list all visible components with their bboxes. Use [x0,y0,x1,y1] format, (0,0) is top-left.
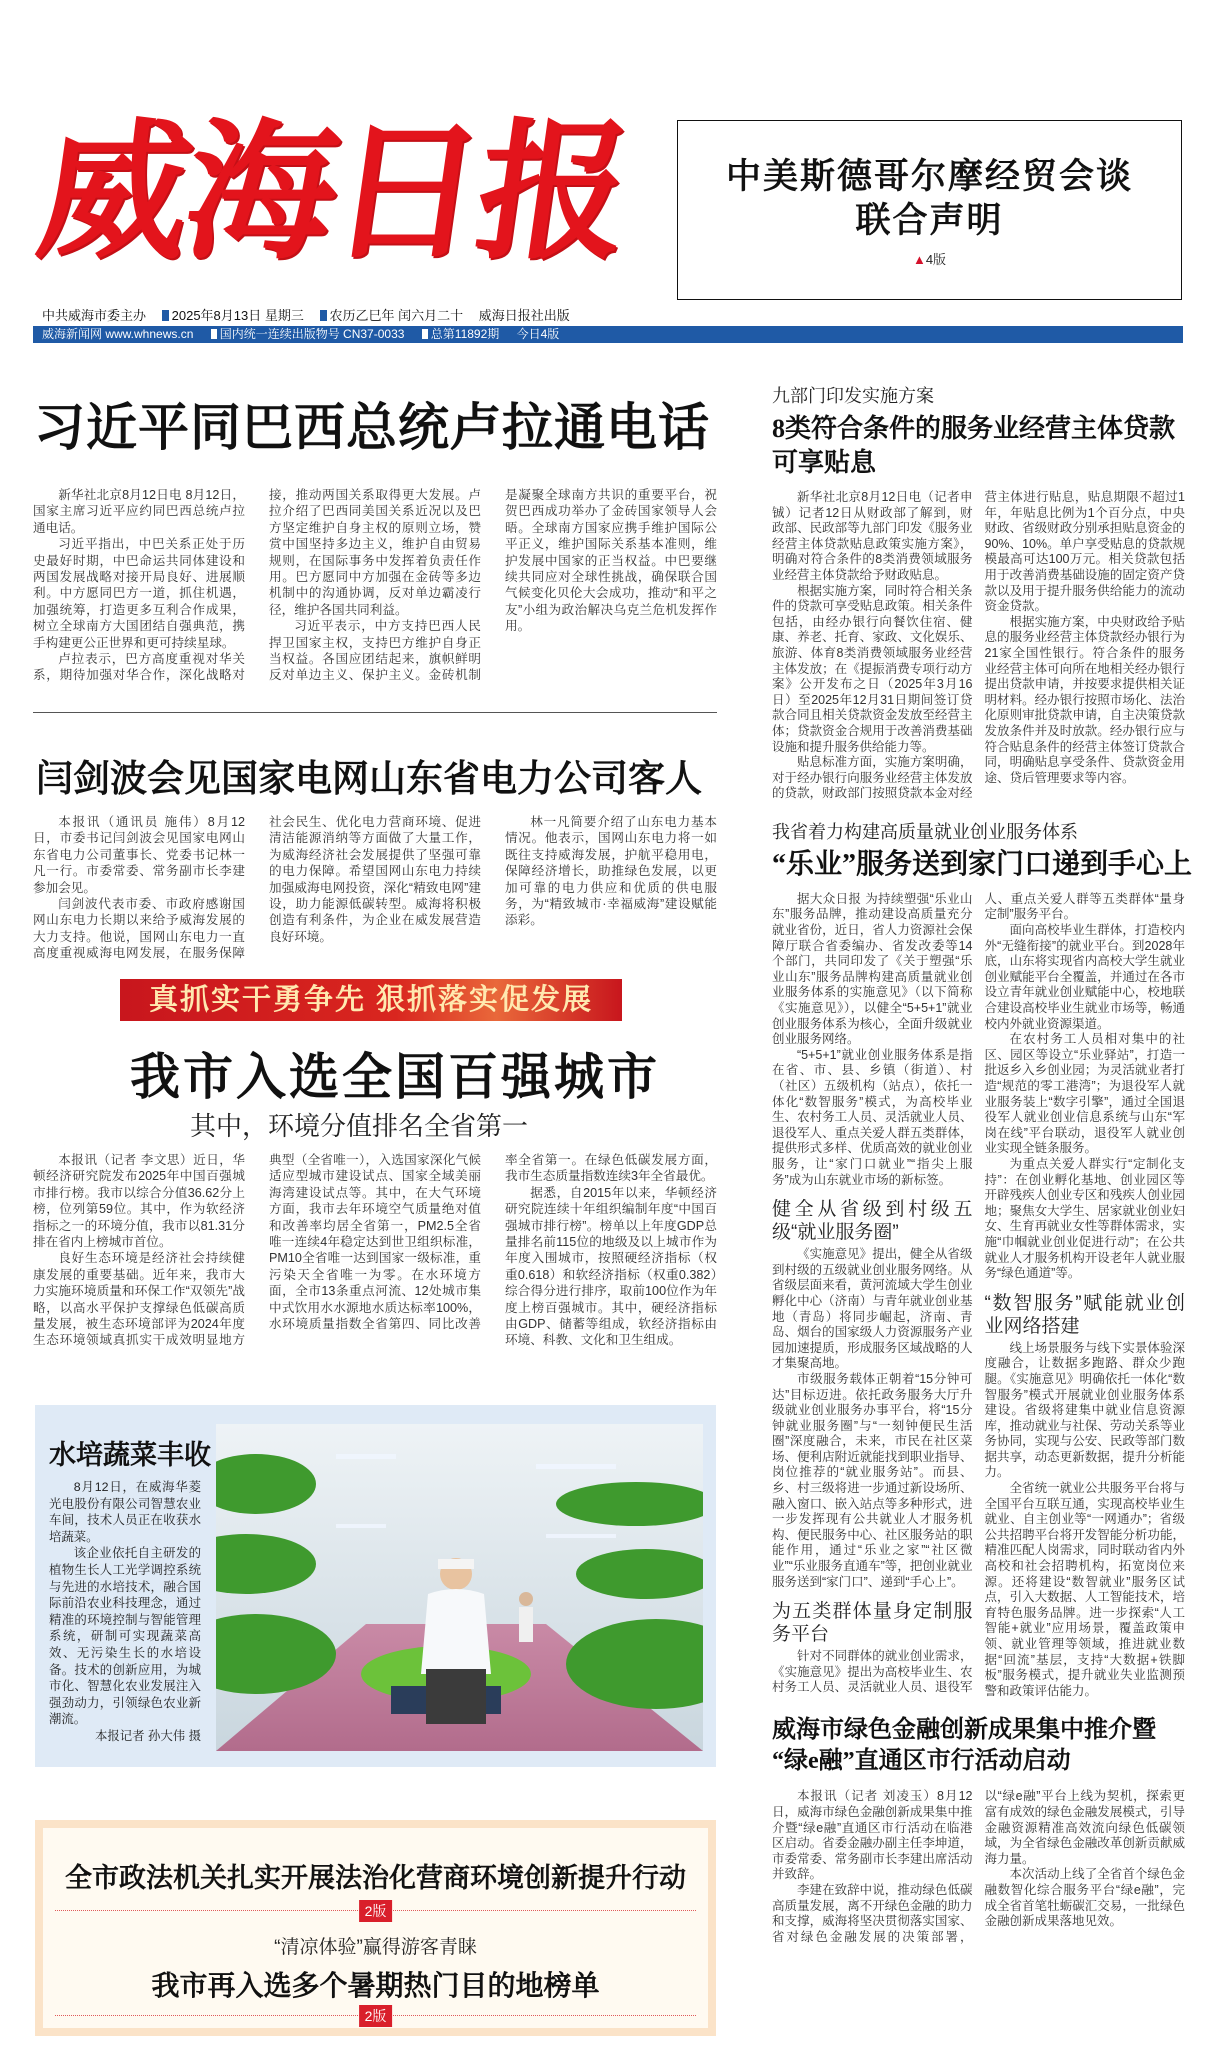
paragraph: 本报讯（通讯员 施伟）8月12日，市委书记闫剑波会见国家电网山东省电力公司董事长、党委书记林一凡一行。市委常委、常务副市长李建参加会见。 [33,815,245,895]
article-headline[interactable]: 闫剑波会见国家电网山东省电力公司客人 [36,759,702,800]
article-subtitle: 其中，环境分值排名全省第一 [190,1111,529,1141]
article-body [772,892,1185,1700]
paragraph: 在农村务工人员相对集中的社区、园区等设立“乐业驿站”，打造一批返乡入乡创业园；为灵活就业者打造“规范的零工港湾”；为退役军人就业服务装上“数字引擎”，通过全国退役军人就业创业信息系统与山东“军岗在线”平台联动，退役军人就业创业实现全链条服务。 [984,1032,1185,1156]
newspaper-logo: 威海日报 [28,104,638,280]
article-body [33,814,717,962]
photo-caption [49,1479,201,1745]
paragraph: “5+5+1”就业创业服务体系是指在省、市、县、乡镇（街道）、村（社区）五级机构（站点），依托一体化“数智服务”模式，为高校毕业生、农村务工人员、灵活就业人员、退役军人、重点关爱人群五类群体，提供形式多样、优质高效的就业创业服务，让“家门口就业”“指尖上服务”成为山东就业市场的新标签。 [772,1047,973,1187]
paragraph: 根据实施方案，中央财政给予贴息的服务业经营主体贷款经办银行为21家全国性银行。符合条件的服务业经营主体可向所在地相关经办银行提出贷款申请，并按要求提供相关证明材料。经办银行按照市场化、法治化原则审批贷款申请，自主决策贷款发放条件并及时放款。经办银行应与符合贴息条件的经营主体签订贷款合同，明确贴息享受条件、贷款资金用途、贷后管理要求等内容。 [984,614,1185,785]
article-body [33,1152,717,1349]
lunar-date: 农历乙巳年 闰六月二十 [329,308,464,323]
promo-kicker: “清凉体验”赢得游客青睐 [274,1937,477,1958]
paragraph: 面向高校毕业生群体，打造校内外“无缝衔接”的就业平台。到2028年底，山东将实现省内高校大学生就业创业赋能平台全覆盖，并通过在各市设立青年就业创业赋能中心，校地联合建设高校毕业生就业市场等，畅通校内外就业资源渠道。 [984,923,1185,1031]
paragraph: 为重点关爱人群实行“定制化支持”：在创业孵化基地、创业园区等开辟残疾人创业专区和残疾人创业园地；聚焦女大学生、居家就业创业妇女、生育再就业女性等群体需求，实施“巾帼就业创业促进行动”；在公共就业人才服务机构开设老年人就业服务“绿色通道”等。 [984,1156,1185,1281]
issue-info-line [42,305,582,324]
article-kicker: 九部门印发实施方案 [772,386,934,406]
paragraph: 李建在致辞中说，推动绿色低碳高质量发展，离不开绿色金融的助力和支撑，威海将坚决贯彻落实国家、省对绿色金融发展的决策部署，以“绿e融”平台上线为契机，探索更富有成效的绿色金融发展模式，引导金融资源精准高效流向绿色低碳领域，为全省绿色金融改革创新贡献威海力量。 [772,1789,1185,1944]
issue-date: 2025年8月13日 星期三 [171,308,304,323]
section-heading: “数智服务”赋能就业创业网络搭建 [984,1292,1185,1337]
paragraph: 良好生态环境是经济社会持续健康发展的重要基础。近年来，我市大力实施环境质量和环保工作“双领先”战略，以高水平保护支撑绿色低碳高质量发展，被生态环境部评为2024年度生态环境领域真抓实干成效明显地方典型（全省唯一），入选国家深化气候适应型城市建设试点、国家全域美丽海湾建设试点等。其中，在大气环境方面，我市去年环境空气质量绝对值和改善率均居全省第一，PM2.5全省唯一连续4年稳定达到世卫组织标准，PM10全省唯一达到国家一级标准，重污染天全省唯一为零。在水环境方面，全市13条重点河流、12处城市集中式饮用水水源地水质达标率100%，水环境质量指数全省第四、同比改善率全省第一。在绿色低碳发展方面，我市生态质量指数连续3年全省最优。 [33,1153,717,1348]
publication-bar [33,326,1183,343]
campaign-banner: 真抓实干勇争先 狠抓落实促发展 [120,979,622,1021]
page-reference[interactable]: 2版 [359,1900,393,1922]
paragraph: 习近平指出，中巴关系正处于历史最好时期，中巴命运共同体建设和两国发展战略对接开局良好、进展顺利。中方愿同巴方一道，抓住机遇，加强统筹，打造更多互利合作成果，树立全球南方大国团结自强典范，携手构建更公正世界和更可持续星球。 [33,537,245,650]
headline-line: 联合声明 [855,201,1004,240]
paragraph: 新华社北京8月12日电（记者申铖）记者12日从财政部了解到，财政部、民政部等九部门印发《服务业经营主体贷款贴息政策实施方案》，明确对符合条件的8类消费领域服务业经营主体贷款给予财政贴息。 [772,490,973,582]
photo-illustration [216,1424,703,1751]
page-reference [678,249,1181,268]
paragraph: 贴息标准方面，实施方案明确，对于经办银行向服务业经营主体发放的贷款，财政部门按照贷款本金对经营主体进行贴息，贴息期限不超过1年，年贴息比例为1个百分点，中央财政、省级财政分别承担贴息资金的90%、10%。单户享受贴息的贷款规模最高可达100万元。相关贷款包括用于改善消费基础设施的固定资产贷款以及用于提升服务供给能力的流动资金贷款。 [772,490,1185,801]
lead-story-box[interactable] [677,120,1182,300]
page-count: 今日4版 [516,327,560,341]
paragraph: 据大众日报 为持续塑强“乐业山东”服务品牌，推动建设高质量充分就业省份，近日，省人力资源社会保障厅联合省委编办、省发改委等14个部门，共同印发了《关于塑强“乐业山东”服务品牌构建高质量就业创业服务体系的实施意见》（以下简称《实施意见》），以健全“5+5+1”就业创业服务体系为核心，全面升级就业创业服务网络。 [772,891,973,1047]
article-kicker: 我省着力构建高质量就业创业服务体系 [772,821,1078,842]
page-number: 4版 [925,252,947,267]
paragraph: 闫剑波代表市委、市政府感谢国网山东电力长期以来给予威海发展的大力支持。他说，国网山东电力一直高度重视威海电网发展，在服务保障社会民生、优化电力营商环境、促进清洁能源消纳等方面做了大量工作，为威海经济社会发展提供了坚强可靠的电力保障。希望国网山东电力持续加强威海电网投资，深化“精致电网”建设，助力能源低碳转型。威海将积极创造有利条件，为企业在威发展营造良好环境。 [33,815,481,961]
section-heading: 为五类群体量身定制服务平台 [772,1601,973,1646]
paragraph: 市级服务载体正朝着“15分钟可达”目标迈进。依托政务服务大厅升级就业创业服务办事平台，将“15分钟就业服务圈”与“一刻钟便民生活圈”深度融合，未来，市民在社区菜场、便利店附近就能找到职业指导、岗位推荐的“就业服务站”。而县、乡、村三级将进一步通过新设场所、融入窗口、嵌入站点等多种形式，进一步发挥现有公共就业人才服务机构、便民服务中心、社区服务站的职能作用，通过“乐业之家”“社区微业”“乐业服务直通车”等，把创业就业服务送到“家门口”、递到“手心上”。 [772,1371,973,1589]
serial-number: 国内统一连续出版物号 CN37-0033 [219,327,405,341]
paragraph: 本报讯（记者 李文思）近日，华顿经济研究院发布2025年中国百强城市排行榜。我市以综合分值36.62分上榜，位列第59位。其中，作为软经济指标之一的环境分值，我市以81.31分排在省内上榜城市首位。 [33,1153,245,1250]
paragraph: 卢拉表示，巴方高度重视对华关系，期待加强对华合作，深化战略对接，推动两国关系取得更大发展。卢拉介绍了巴西同美国关系近况以及巴方坚定维护自身主权的原则立场，赞赏中国坚持多边主义，维护自由贸易规则，在国际事务中发挥着负责任作用。巴方愿同中方加强在金砖等多边机制中的沟通协调，反对单边霸凌行径，维护各国共同利益。 [33,488,481,683]
paragraph: 习近平表示，中方支持巴西人民捍卫国家主权，支持巴方维护自身正当权益。各国应团结起来，旗帜鲜明反对单边主义、保护主义。金砖机制是凝聚全球南方共识的重要平台，祝贺巴西成功举办了金砖国家领导人会晤。全球南方国家应携手维护国际公平正义，维护国际关系基本准则，维护发展中国家的正当权益。中巴要继续共同应对全球性挑战，确保联合国气候变化贝伦大会成功，推动“和平之友”小组为政治解决乌克兰危机发挥作用。 [269,488,717,683]
article-headline[interactable]: 我市入选全国百强城市 [130,1049,660,1105]
section-heading: 健全从省级到村级五级“就业服务圈” [772,1199,973,1244]
paragraph: 林一凡简要介绍了山东电力基本情况。他表示，国网山东电力将一如既往支持威海发展，护航平稳用电，保障经济增长，助推绿色发展，以更加可靠的电力供应和优质的供电服务，为“精致城市·幸福威海”建设赋能添彩。 [505,815,717,928]
paragraph: 本报讯（记者 刘凌玉）8月12日，威海市绿色金融创新成果集中推介暨“绿e融”直通区市行活动在临港区启动。省委金融办副主任李坤道，市委常委、常务副市长李建出席活动并致辞。 [772,1789,973,1882]
publisher: 威海日报社出版 [478,308,570,323]
paragraph: 《实施意见》提出，健全从省级到村级的五级就业创业服务网络。从省级层面来看，黄河流域大学生创业孵化中心（济南）与青年就业创业基地（青岛）将同步崛起，济南、青岛、烟台的国家级人力资源服务产业园加速提质，形成服务区域战略的人才集聚高地。 [772,1247,973,1371]
paragraph: 新华社北京8月12日电 8月12日，国家主席习近平应约同巴西总统卢拉通电话。 [33,488,245,535]
article-headline[interactable]: “乐业”服务送到家门口递到手心上 [772,848,1193,880]
lead-story-headline [678,155,1181,243]
issue-number: 总第11892期 [430,327,500,341]
promo-headline[interactable]: 全市政法机关扎实开展法治化营商环境创新提升行动 [65,1863,686,1893]
article-body [772,1789,1185,1961]
headline-line: 威海市绿色金融创新成果集中推介暨 [772,1717,1156,1744]
article-headline[interactable] [772,1715,1185,1777]
square-bullet-icon [320,310,327,321]
article-body [33,487,717,684]
photo-credit: 本报记者 孙大伟 摄 [94,1728,201,1743]
square-bullet-icon [162,310,169,321]
headline-line: “绿e融”直通区市行活动启动 [772,1748,1071,1775]
divider [33,712,717,713]
promo-headline[interactable]: 我市再入选多个暑期热门目的地榜单 [151,1971,600,2002]
square-bullet-icon [211,329,217,339]
headline-line: 中美斯德哥尔摩经贸会谈 [725,157,1133,196]
right-column [772,384,1193,1961]
paragraph: 线上场景服务与线下实景体验深度融合，让数据多跑路、群众少跑腿。《实施意见》明确依托一体化“数智服务”模式开展就业创业服务体系建设。省级将建集中就业信息资源库，推动就业与社保、劳动关系等业务协同，实现与公安、民政等部门数据共享，动态更新数据，提升分析能力。 [984,1340,1185,1480]
article-headline[interactable]: 习近平同巴西总统卢拉通电话 [34,401,711,457]
photo-title: 水培蔬菜丰收 [49,1440,211,1470]
paragraph: 据悉，自2015年以来，华顿经济研究院连续十年组织编制年度“中国百强城市排行榜”。榜单以上年度GDP总量排名前115位的地级及以上城市作为年度入围城市，按照硬经济指标（权重0.618）和软经济指标（权重0.382）综合得分进行排序，取前100位作为年度上榜百强城市。其中，硬经济指标由GDP、储蓄等组成，软经济指标由环境、科教、文化和卫生组成。 [505,1185,717,1348]
paragraph: 全省统一就业公共服务平台将与全国平台互联互通，实现高校毕业生就业、自主创业等“一网通办”；省级公共招聘平台将开发智能分析功能，精准匹配人岗需求，同时联动省内外高校和社会招聘机构，拓宽岗位来源。还将建设“数智就业”服务区试点，引入大数据、人工智能技术，培育特色服务品牌。进一步探索“人工智能+就业”应用场景，覆盖政策申领、就业管理等领域，推进就业数据“回流”基层，支持“大数据+铁脚板”服务模式，提升就业失业监测预警和政策评估能力。 [984,1481,1185,1698]
photo-story [35,1405,716,1767]
paragraph: 根据实施方案，同时符合相关条件的贷款可享受贴息政策。相关条件包括，由经办银行向餐饮住宿、健康、养老、托育、家政、文化娱乐、旅游、体育8类消费领域服务业经营主体发放；在《提振消费专项行动方案》公开发布之日（2025年3月16日）至2025年12月31日期间签订贷款合同且相关贷款资金发放至经营主体；贷款资金合规用于改善消费基础设施和提升服务供给能力等。 [772,583,973,754]
inside-pages-promo [35,1820,716,2036]
paragraph: 本次活动上线了全省首个绿色金融数智化综合服务平台“绿e融”，完成全省首笔牡蛎碳汇交易，一批绿色金融创新成果落地见效。 [984,1867,1185,1929]
sponsor: 中共威海市委主办 [42,308,147,323]
square-bullet-icon [422,329,428,339]
hydroponic-farm-photo[interactable] [216,1424,703,1751]
article-headline[interactable]: 8类符合条件的服务业经营主体贷款可享贴息 [772,414,1176,477]
paragraph: 针对不同群体的就业创业需求，《实施意见》提出为高校毕业生、农村务工人员、灵活就业人员、退役军人、重点关爱人群等五类群体“量身定制”服务平台。 [772,891,1185,1695]
paragraph: 8月12日，在威海华菱光电股份有限公司智慧农业车间，技术人员正在收获水培蔬菜。 [49,1480,201,1544]
paragraph: 该企业依托自主研发的植物生长人工光学调控系统与先进的水培技术，融合国际前沿农业科技理念，通过精准的环境控制与智能管理系统，研制可实现蔬菜高效、无污染生长的水培设备。技术的创新应用，为城市化、智慧化农业发展注入强劲动力，引领绿色农业新潮流。 [49,1546,201,1727]
page-reference[interactable]: 2版 [359,2005,393,2027]
triangle-icon: ▲ [912,252,926,267]
article-body [772,490,1185,802]
news-site-link[interactable]: 威海新闻网 www.whnews.cn [42,327,194,341]
